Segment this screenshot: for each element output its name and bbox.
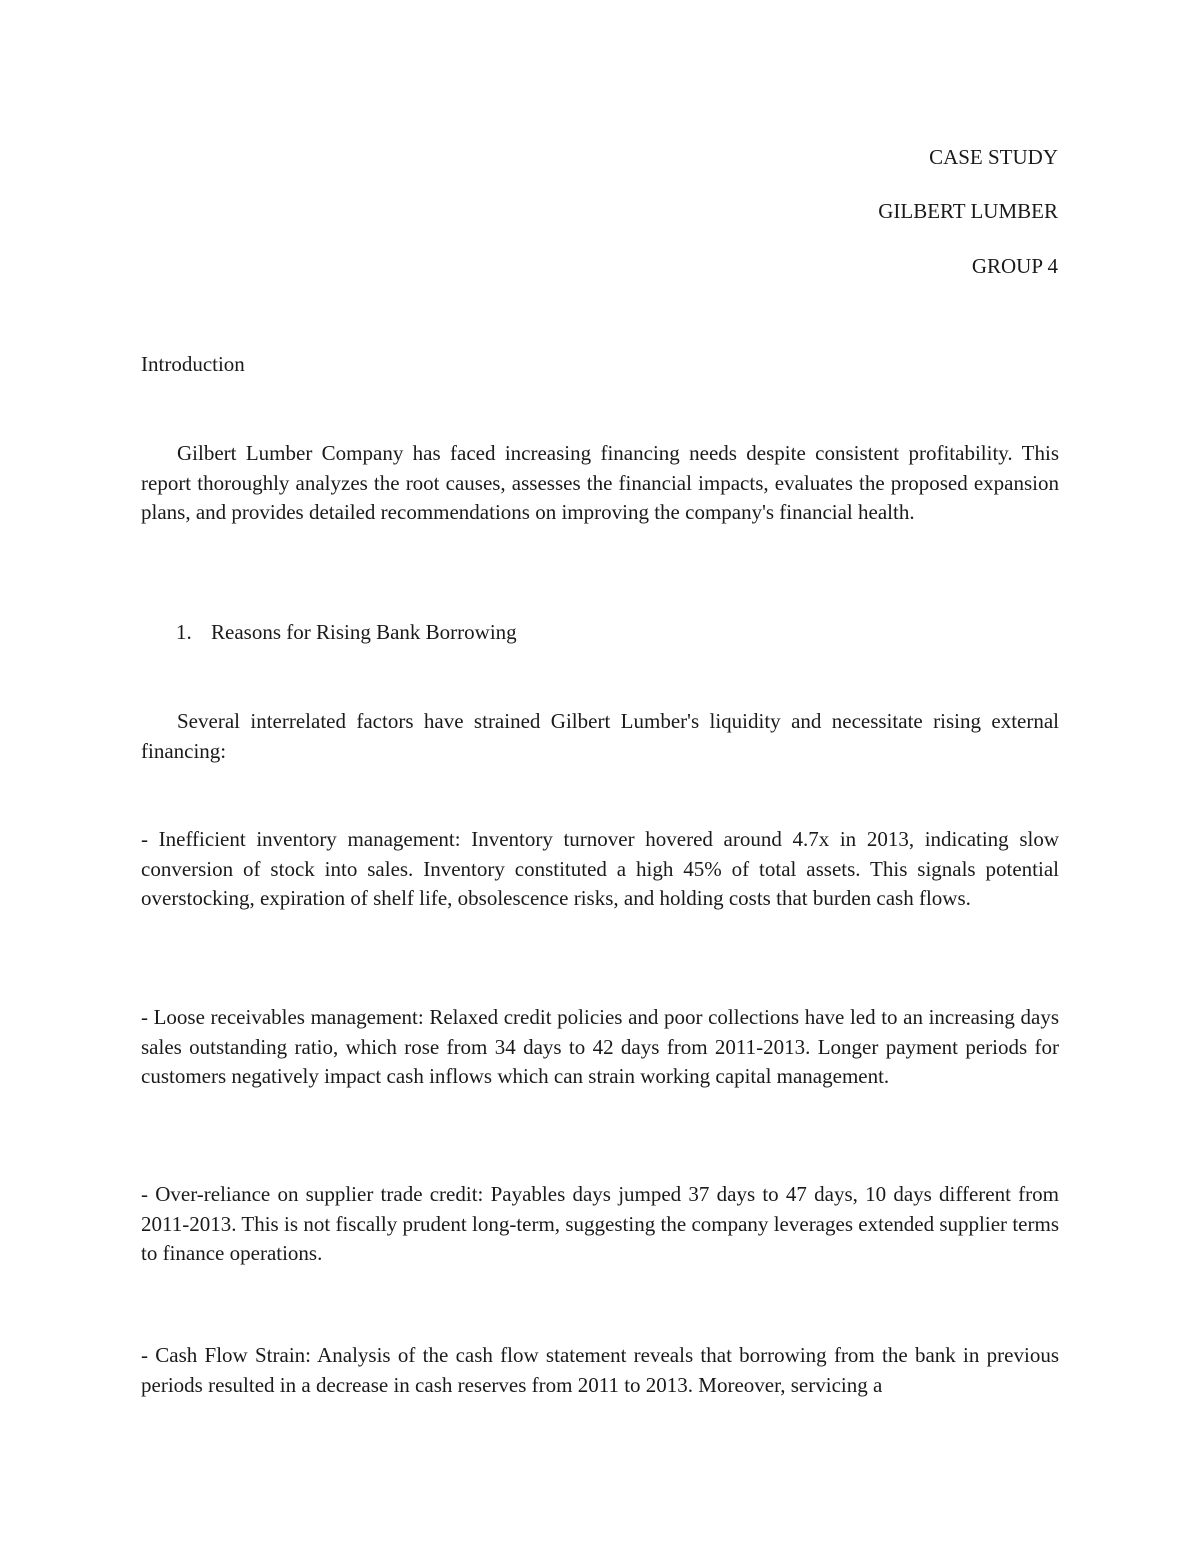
section-1-lead-paragraph: Several interrelated factors have strained Gilbert Lumber's liquidity and necessitate rising external financing:: [141, 709, 1059, 763]
section-1-title: Reasons for Rising Bank Borrowing: [211, 620, 517, 644]
section-1-heading: [176, 620, 517, 644]
introduction-heading: Introduction: [141, 352, 245, 376]
title-group: GROUP 4: [971, 254, 1058, 278]
bullet-trade-credit: - Over-reliance on supplier trade credit: Payables days jumped 37 days to 47 days, 10 days different from 2011-2013. This is not fiscally prudent long-term, suggesting the company leverages extended supplier terms to finance operations.: [141, 1182, 1059, 1265]
introduction-paragraph: Gilbert Lumber Company has faced increasing financing needs despite consistent profitability. This report thoroughly analyzes the root causes, assesses the financial impacts, evaluates the proposed expansion plans, and provides detailed recommendations on improving the company's financial health.: [141, 441, 1059, 524]
section-1-number: 1.: [176, 620, 192, 644]
title-company: GILBERT LUMBER: [878, 199, 1058, 223]
bullet-inventory: - Inefficient inventory management: Inventory turnover hovered around 4.7x in 2013, indicating slow conversion of stock into sales. Inventory constituted a high 45% of total assets. This signals potential overstocking, expiration of shelf life, obsolescence risks, and holding costs that burden cash flows.: [141, 827, 1059, 910]
bullet-cash-flow: - Cash Flow Strain: Analysis of the cash flow statement reveals that borrowing from the bank in previous periods resulted in a decrease in cash reserves from 2011 to 2013. Moreover, servicing a: [141, 1343, 1059, 1397]
bullet-receivables: - Loose receivables management: Relaxed credit policies and poor collections have led to an increasing days sales outstanding ratio, which rose from 34 days to 42 days from 2011-2013. Longer payment periods for customers negatively impact cash inflows which can strain working capital management.: [141, 1005, 1059, 1088]
title-case-study: CASE STUDY: [929, 145, 1058, 169]
